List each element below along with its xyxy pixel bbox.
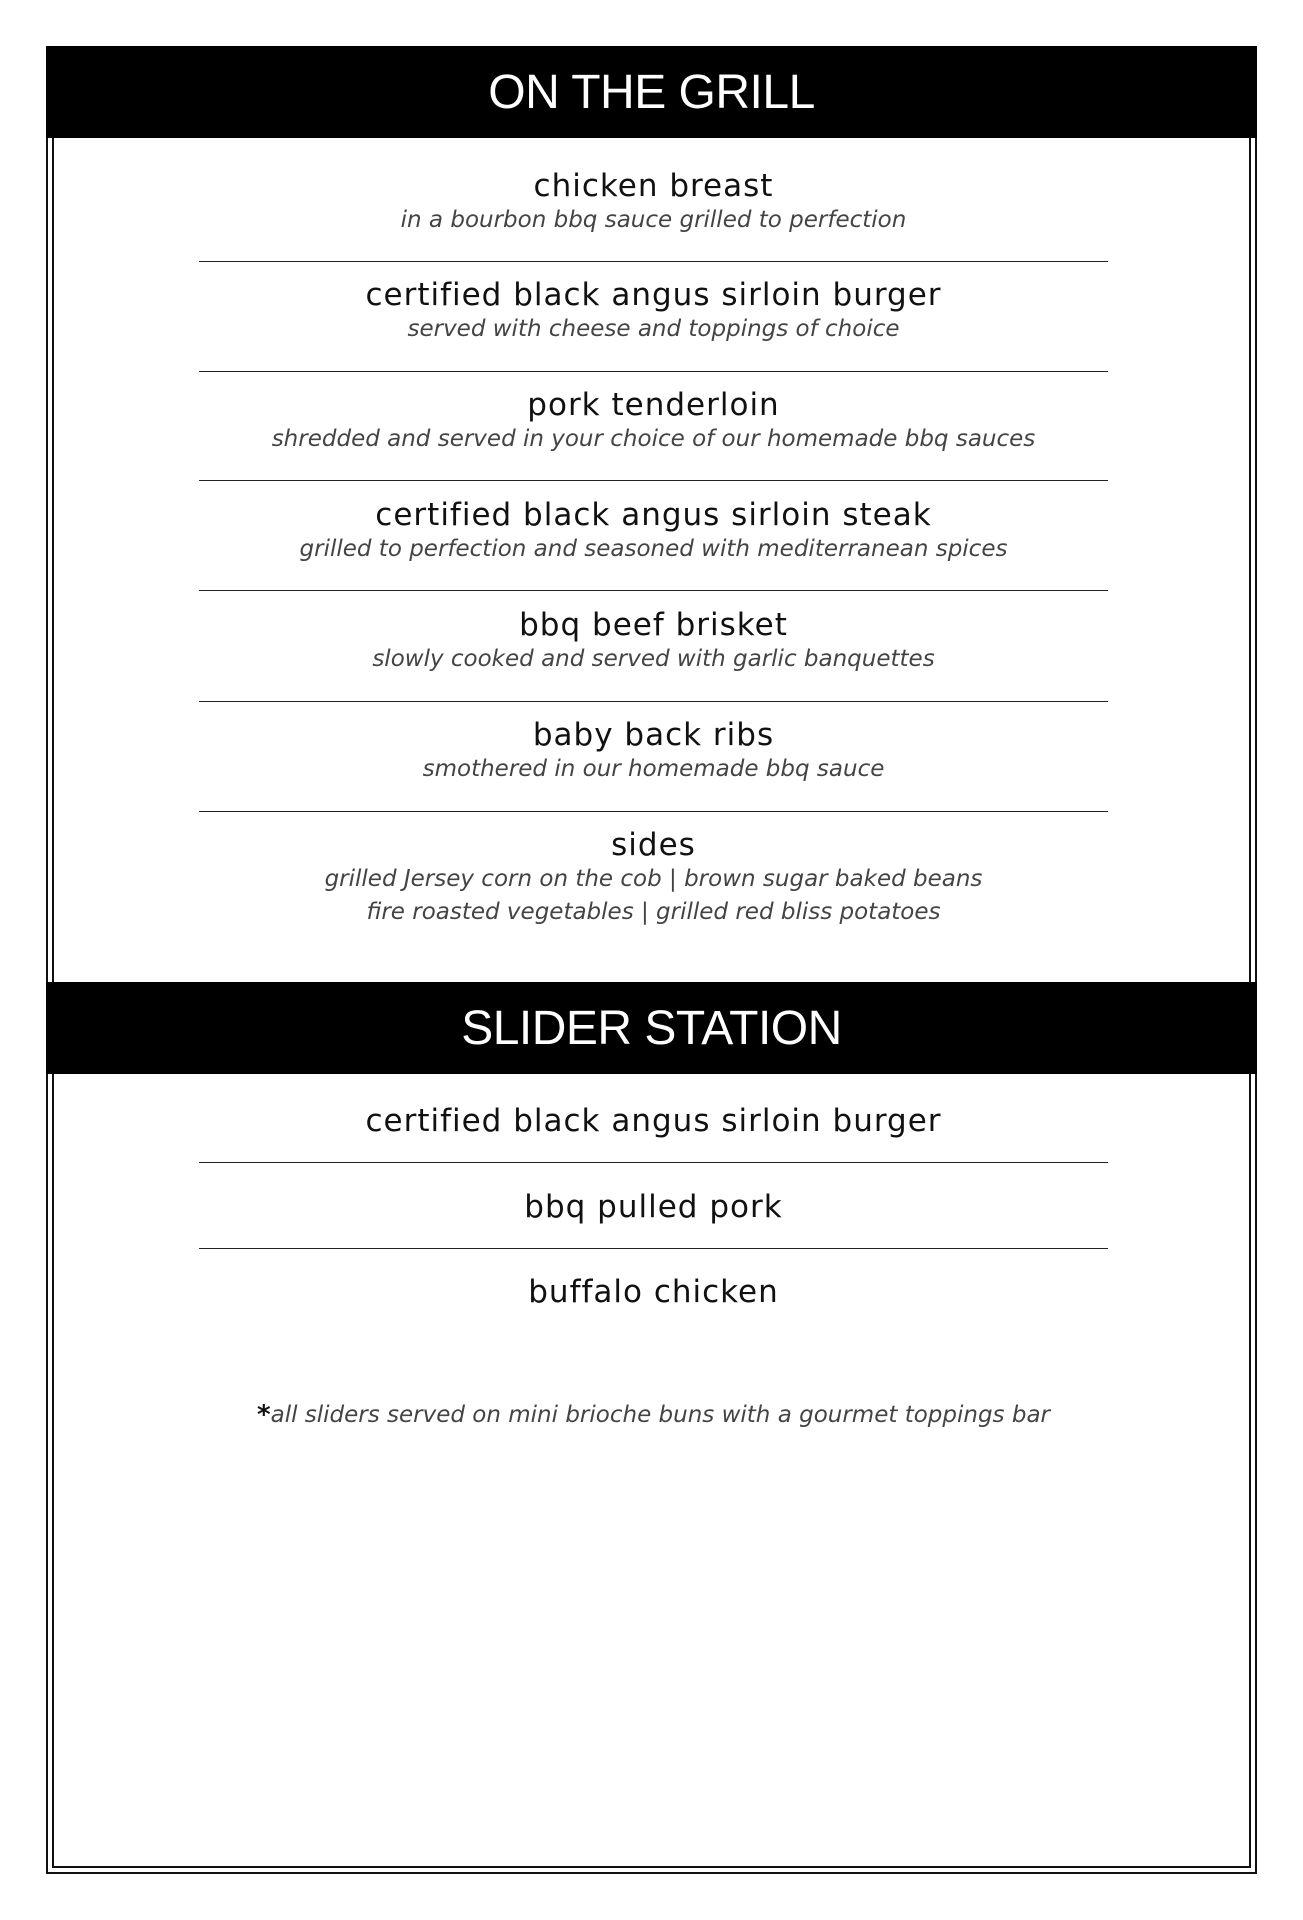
menu-item <box>199 717 1108 786</box>
menu-item-name: pork tenderloin <box>527 387 780 423</box>
menu-item-description: slowly cooked and served with garlic banquettes <box>372 646 935 672</box>
menu-item <box>199 607 1108 676</box>
menu-item <box>199 387 1108 456</box>
sides-line: grilled Jersey corn on the cob | brown sugar baked beans <box>324 866 983 892</box>
menu-item-name: baby back ribs <box>532 717 775 753</box>
menu-item-name: sides <box>611 827 696 863</box>
footnote-asterisk: * <box>256 1400 271 1430</box>
divider <box>199 371 1108 372</box>
menu-item-name: chicken breast <box>533 168 774 204</box>
menu-item-name: bbq beef brisket <box>519 607 788 643</box>
slider-item <box>199 1189 1108 1225</box>
menu-item-sides <box>199 827 1108 929</box>
slider-item <box>199 1103 1108 1139</box>
slider-item-name: bbq pulled pork <box>524 1189 783 1225</box>
menu-item-description: served with cheese and toppings of choice <box>407 316 900 342</box>
section-title-slider: SLIDER STATION <box>461 1001 842 1055</box>
menu-item-name: certified black angus sirloin steak <box>375 497 932 533</box>
menu-item <box>199 497 1108 566</box>
divider <box>199 590 1108 591</box>
section-banner-grill <box>46 46 1257 138</box>
sides-line: fire roasted vegetables | grilled red bliss potatoes <box>366 899 941 925</box>
menu-item <box>199 277 1108 346</box>
divider <box>199 1162 1108 1163</box>
section-title-grill: ON THE GRILL <box>488 65 815 119</box>
slider-item <box>199 1274 1108 1310</box>
slider-item-name: certified black angus sirloin burger <box>365 1103 942 1139</box>
divider <box>199 701 1108 702</box>
menu-item-description: in a bourbon bbq sauce grilled to perfection <box>400 207 907 233</box>
divider <box>199 480 1108 481</box>
menu-item-description: smothered in our homemade bbq sauce <box>422 756 885 782</box>
divider <box>199 811 1108 812</box>
menu-item-description: grilled to perfection and seasoned with mediterranean spices <box>299 536 1008 562</box>
section-banner-slider <box>46 982 1257 1074</box>
divider <box>199 261 1108 262</box>
menu-item-name: certified black angus sirloin burger <box>365 277 942 313</box>
divider <box>199 1248 1108 1249</box>
menu-item-description: shredded and served in your choice of our homemade bbq sauces <box>271 426 1036 452</box>
footnote-text: all sliders served on mini brioche buns with a gourmet toppings bar <box>270 1402 1050 1428</box>
menu-item <box>199 168 1108 237</box>
slider-item-name: buffalo chicken <box>528 1274 779 1310</box>
footnote <box>199 1402 1108 1432</box>
